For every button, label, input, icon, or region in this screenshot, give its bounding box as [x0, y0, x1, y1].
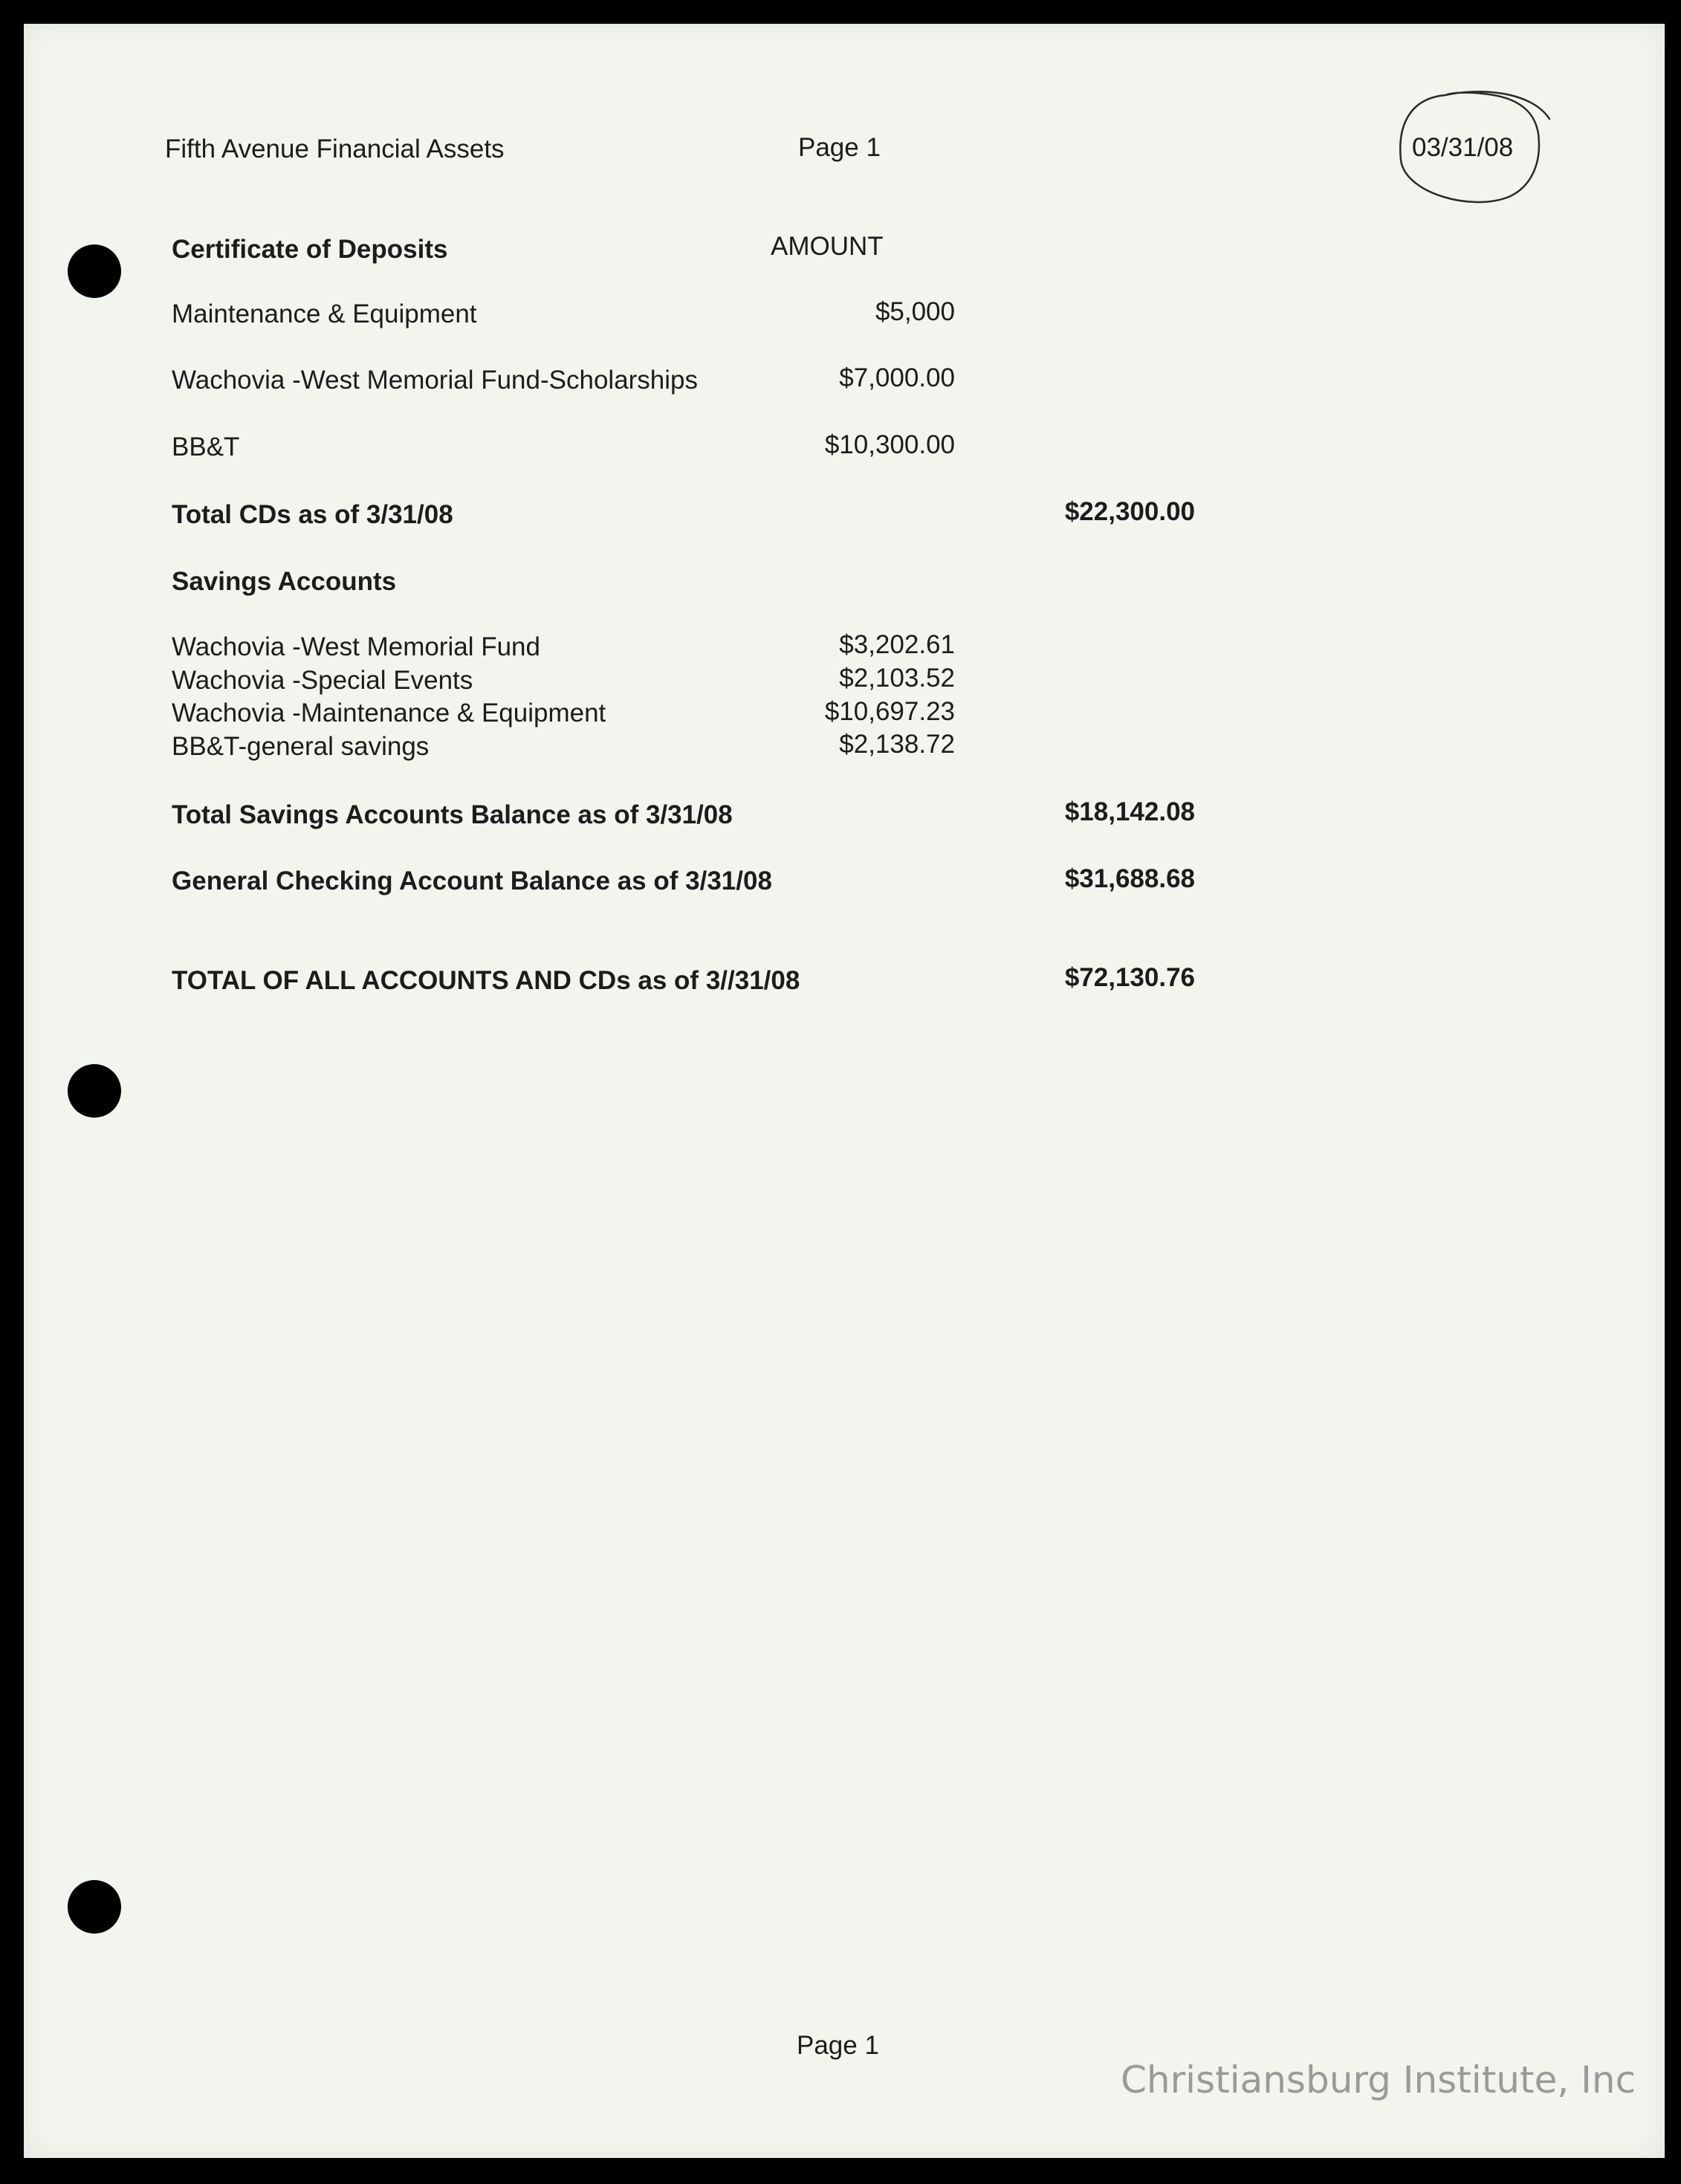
punch-hole-top	[68, 244, 121, 298]
checking-balance-value: $31,688.68	[1064, 864, 1195, 893]
document-title: Fifth Avenue Financial Assets	[165, 135, 505, 163]
amount-column-header: AMOUNT	[771, 232, 884, 261]
savings-item-amount: $10,697.23	[824, 697, 955, 726]
savings-total-value: $18,142.08	[1064, 797, 1195, 826]
savings-item-amount: $3,202.61	[839, 630, 955, 659]
cd-section-heading: Certificate of Deposits	[172, 235, 448, 264]
punch-hole-bottom	[68, 1880, 121, 1934]
savings-item-amount: $2,103.52	[839, 664, 955, 693]
handwritten-circle-icon	[1382, 82, 1561, 216]
cd-item-amount: $5,000	[875, 297, 955, 326]
savings-item-amount: $2,138.72	[839, 730, 955, 759]
savings-item-label: Wachovia -Maintenance & Equipment	[172, 699, 606, 728]
savings-section-heading: Savings Accounts	[172, 567, 397, 596]
watermark-text: Christiansburg Institute, Inc	[1121, 2058, 1636, 2102]
grand-total-label: TOTAL OF ALL ACCOUNTS AND CDs as of 3//31/08	[172, 966, 800, 995]
cd-item-label: Maintenance & Equipment	[172, 299, 477, 328]
document-page	[24, 24, 1665, 2158]
cd-item-amount: $7,000.00	[839, 363, 955, 392]
savings-item-label: Wachovia -West Memorial Fund	[172, 632, 540, 661]
cd-total-value: $22,300.00	[1064, 497, 1195, 526]
page-number-header: Page 1	[798, 133, 881, 162]
cd-item-label: BB&T	[172, 432, 240, 461]
grand-total-value: $72,130.76	[1064, 963, 1195, 992]
cd-item-amount: $10,300.00	[824, 430, 955, 459]
savings-total-label: Total Savings Accounts Balance as of 3/31/08	[172, 800, 733, 829]
savings-item-label: BB&T-general savings	[172, 732, 430, 761]
checking-balance-label: General Checking Account Balance as of 3/31/08	[172, 866, 772, 895]
page-number-footer: Page 1	[797, 2031, 879, 2060]
punch-hole-middle	[68, 1064, 121, 1118]
cd-item-label: Wachovia -West Memorial Fund-Scholarships	[172, 366, 699, 395]
cd-total-label: Total CDs as of 3/31/08	[172, 500, 453, 529]
savings-item-label: Wachovia -Special Events	[172, 666, 473, 695]
document-date: 03/31/08	[1412, 133, 1514, 162]
